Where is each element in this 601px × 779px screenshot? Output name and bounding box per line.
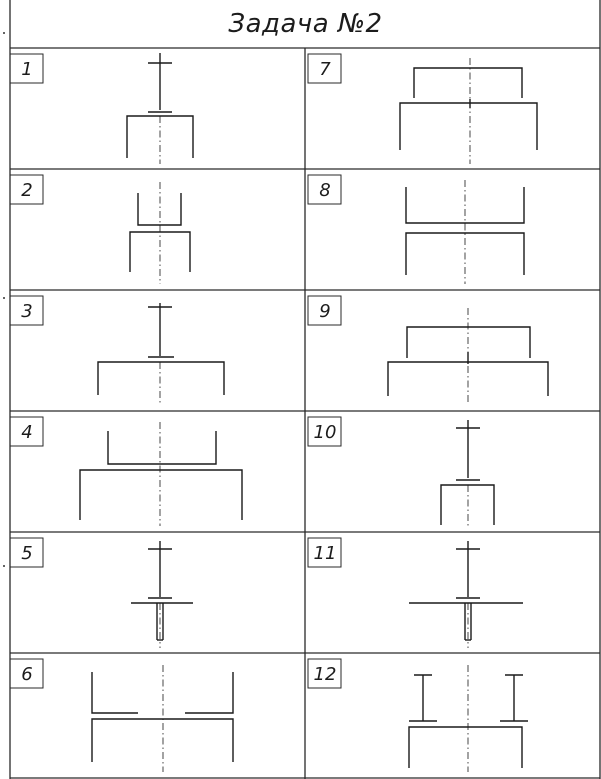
section-drawing-12 (409, 665, 528, 772)
scan-speck (3, 297, 5, 299)
section-drawing-8 (406, 180, 524, 284)
page-title: Задача №2 (228, 9, 383, 39)
scan-speck (3, 565, 5, 567)
variant-number-3: 3 (21, 300, 33, 322)
variant-number-1: 1 (21, 58, 33, 80)
section-drawing-10 (441, 420, 494, 528)
section-drawing-2 (130, 182, 190, 284)
variant-number-4: 4 (21, 421, 33, 443)
scan-speck (3, 32, 5, 34)
variant-number-10: 10 (313, 421, 337, 443)
variant-number-8: 8 (319, 179, 331, 201)
section-drawing-7 (400, 58, 537, 164)
variant-number-9: 9 (319, 300, 331, 322)
variant-number-7: 7 (319, 58, 331, 80)
section-drawing-4 (80, 422, 242, 526)
variant-number-6: 6 (21, 663, 33, 685)
variant-number-2: 2 (21, 179, 33, 201)
variant-number-11: 11 (313, 542, 337, 564)
section-drawing-9 (388, 308, 548, 405)
number-boxes (10, 54, 341, 688)
section-drawing-6 (92, 665, 233, 772)
section-drawing-11 (409, 541, 523, 648)
variant-number-12: 12 (313, 663, 337, 685)
section-drawing-3 (98, 303, 224, 405)
section-drawing-1 (127, 53, 193, 164)
variant-number-5: 5 (21, 542, 33, 564)
section-drawing-5 (131, 541, 193, 648)
